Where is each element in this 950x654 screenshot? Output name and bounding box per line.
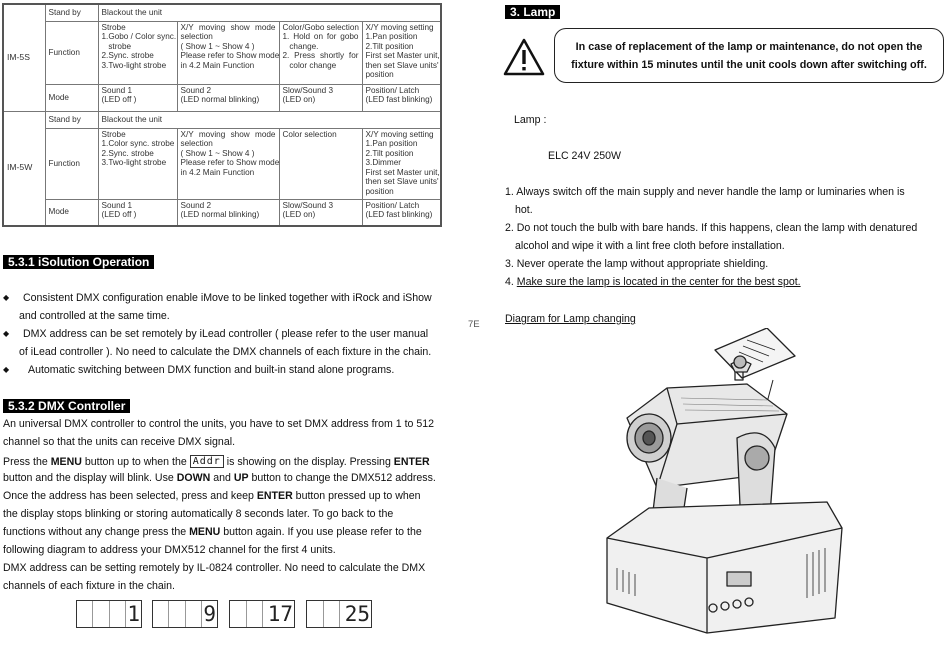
lamp-item: 4. Make sure the lamp is located in the center for the best spot. <box>505 276 801 288</box>
isolution-line: of iLead controller ). No need to calculate the DMX channels of each fixture in the chain. <box>19 346 432 358</box>
warning-line: fixture within 15 minutes until the unit cools down after switching off. <box>571 59 927 71</box>
cell-xy-show: X/Y moving show mode selection ( Show 1 ~ Show 4 ) Please refer to Show mode in 4.2 Main Function <box>177 21 279 84</box>
cell-color-gobo: Color/Gobo selection 1. Hold on for gobo change. 2. Press shortly for color change <box>279 21 362 84</box>
bullet-icon: ◆ <box>3 293 10 302</box>
up-keyword: UP <box>233 472 249 484</box>
lamp-item: 2. Do not touch the bulb with bare hands. If this happens, clean the lamp with denatured <box>505 222 918 234</box>
cell-mode-position: Position/ Latch (LED fast blinking) <box>362 84 441 111</box>
dmx-line: channel so that the units can receive DMX signal. <box>3 436 236 448</box>
isolution-line: DMX address can be set remotely by iLead controller ( please refer to the user manual <box>23 328 429 340</box>
lamp-label: Lamp : <box>514 114 547 126</box>
model-im5w: IM-5W <box>3 111 45 226</box>
addr-display-icon: Addr <box>190 455 224 468</box>
row-label-mode: Mode <box>45 84 98 111</box>
cell-xy-setting: X/Y moving setting 1.Pan position 2.Tilt position First set Master unit, then set Slave units' position <box>362 21 441 84</box>
warning-line: In case of replacement of the lamp or maintenance, do not open the <box>575 41 923 53</box>
cell-strobe: Strobe 1.Color sync. strobe 2.Sync. strobe 3.Two-light strobe <box>98 128 177 199</box>
row-label-function: Function <box>45 21 98 84</box>
dmx-line: An universal DMX controller to control the units, you have to set DMX address from 1 to 512 <box>3 418 435 430</box>
warning-box <box>554 28 944 83</box>
standby-value: Blackout the unit <box>98 4 441 21</box>
cell-xy-show: X/Y moving show mode selection ( Show 1 ~ Show 4 ) Please refer to Show mode in 4.2 Main Function <box>177 128 279 199</box>
row-label-mode: Mode <box>45 199 98 226</box>
down-keyword: DOWN <box>176 472 211 484</box>
bullet-icon: ◆ <box>3 365 10 374</box>
dmx-line: Once the address has been selected, press and keep ENTER button pressed up to when <box>3 490 421 502</box>
bullet-icon: ◆ <box>3 329 10 338</box>
lcd-display-2: 9 <box>152 600 218 628</box>
lamp-item: 1. Always switch off the main supply and never handle the lamp or luminaries when is <box>505 186 905 198</box>
page-number: 7E <box>468 319 480 330</box>
cell-mode-position: Position/ Latch (LED fast blinking) <box>362 199 441 226</box>
lamp-type: ELC 24V 250W <box>548 150 622 162</box>
cell-mode-sound1: Sound 1 (LED off ) <box>98 84 177 111</box>
row-label-standby: Stand by <box>45 111 98 128</box>
enter-keyword: ENTER <box>393 456 430 468</box>
lcd-display-1: 1 <box>76 600 142 628</box>
cell-mode-sound3: Slow/Sound 3 (LED on) <box>279 84 362 111</box>
heading-isolution: 5.3.1 iSolution Operation <box>3 255 154 269</box>
cell-xy-setting: X/Y moving setting 1.Pan position 2.Tilt position 3.Dimmer First set Master unit, then set Slave units' position <box>362 128 441 199</box>
isolution-line: Consistent DMX configuration enable iMove to be linked together with iRock and iShow <box>23 292 432 304</box>
dmx-line: following diagram to address your DMX512 channel for the first 4 units. <box>3 544 336 556</box>
lamp-item: 3. Never operate the lamp without appropriate shielding. <box>505 258 769 270</box>
lcd-display-3: 17 <box>229 600 295 628</box>
row-label-standby: Stand by <box>45 4 98 21</box>
dmx-line: channels of each fixture in the chain. <box>3 580 175 592</box>
cell-strobe: Strobe 1.Gobo / Color sync. strobe 2.Sync. strobe 3.Two-light strobe <box>98 21 177 84</box>
dmx-line: the display stops blinking or storing automatically 8 seconds later. To go back to the <box>3 508 394 520</box>
model-im5s: IM-5S <box>3 4 45 111</box>
dmx-line: functions without any change press the MENU button again. If you use please refer to the <box>3 526 422 538</box>
menu-keyword: MENU <box>50 456 82 468</box>
lcd-display-4: 25 <box>306 600 372 628</box>
isolution-line: and controlled at the same time. <box>19 310 170 322</box>
row-label-function: Function <box>45 128 98 199</box>
cell-color-selection: Color selection <box>279 128 362 199</box>
standby-value: Blackout the unit <box>98 111 441 128</box>
cell-mode-sound2: Sound 2 (LED normal blinking) <box>177 199 279 226</box>
isolution-line: Automatic switching between DMX function and built-in stand alone programs. <box>28 364 395 376</box>
warning-triangle-icon <box>503 38 545 76</box>
enter-keyword: ENTER <box>256 490 293 502</box>
lamp-item: alcohol and wipe it with a lint free cloth before installation. <box>515 240 785 252</box>
moving-head-fixture-illustration <box>597 328 847 638</box>
cell-mode-sound2: Sound 2 (LED normal blinking) <box>177 84 279 111</box>
dmx-line: Press the MENU button up to when the Addr is showing on the display. Pressing ENTER <box>3 456 430 468</box>
cell-mode-sound3: Slow/Sound 3 (LED on) <box>279 199 362 226</box>
heading-dmx-controller: 5.3.2 DMX Controller <box>3 399 130 413</box>
diagram-label: Diagram for Lamp changing <box>505 313 636 325</box>
function-table <box>2 3 442 227</box>
heading-lamp: 3. Lamp <box>505 5 560 19</box>
dmx-line: button and the display will blink. Use DOWN and UP button to change the DMX512 address. <box>3 472 436 484</box>
menu-keyword: MENU <box>189 526 221 538</box>
dmx-line: DMX address can be setting remotely by IL-0824 controller. No need to calculate the DMX <box>3 562 426 574</box>
cell-mode-sound1: Sound 1 (LED off ) <box>98 199 177 226</box>
lamp-item: hot. <box>515 204 533 216</box>
